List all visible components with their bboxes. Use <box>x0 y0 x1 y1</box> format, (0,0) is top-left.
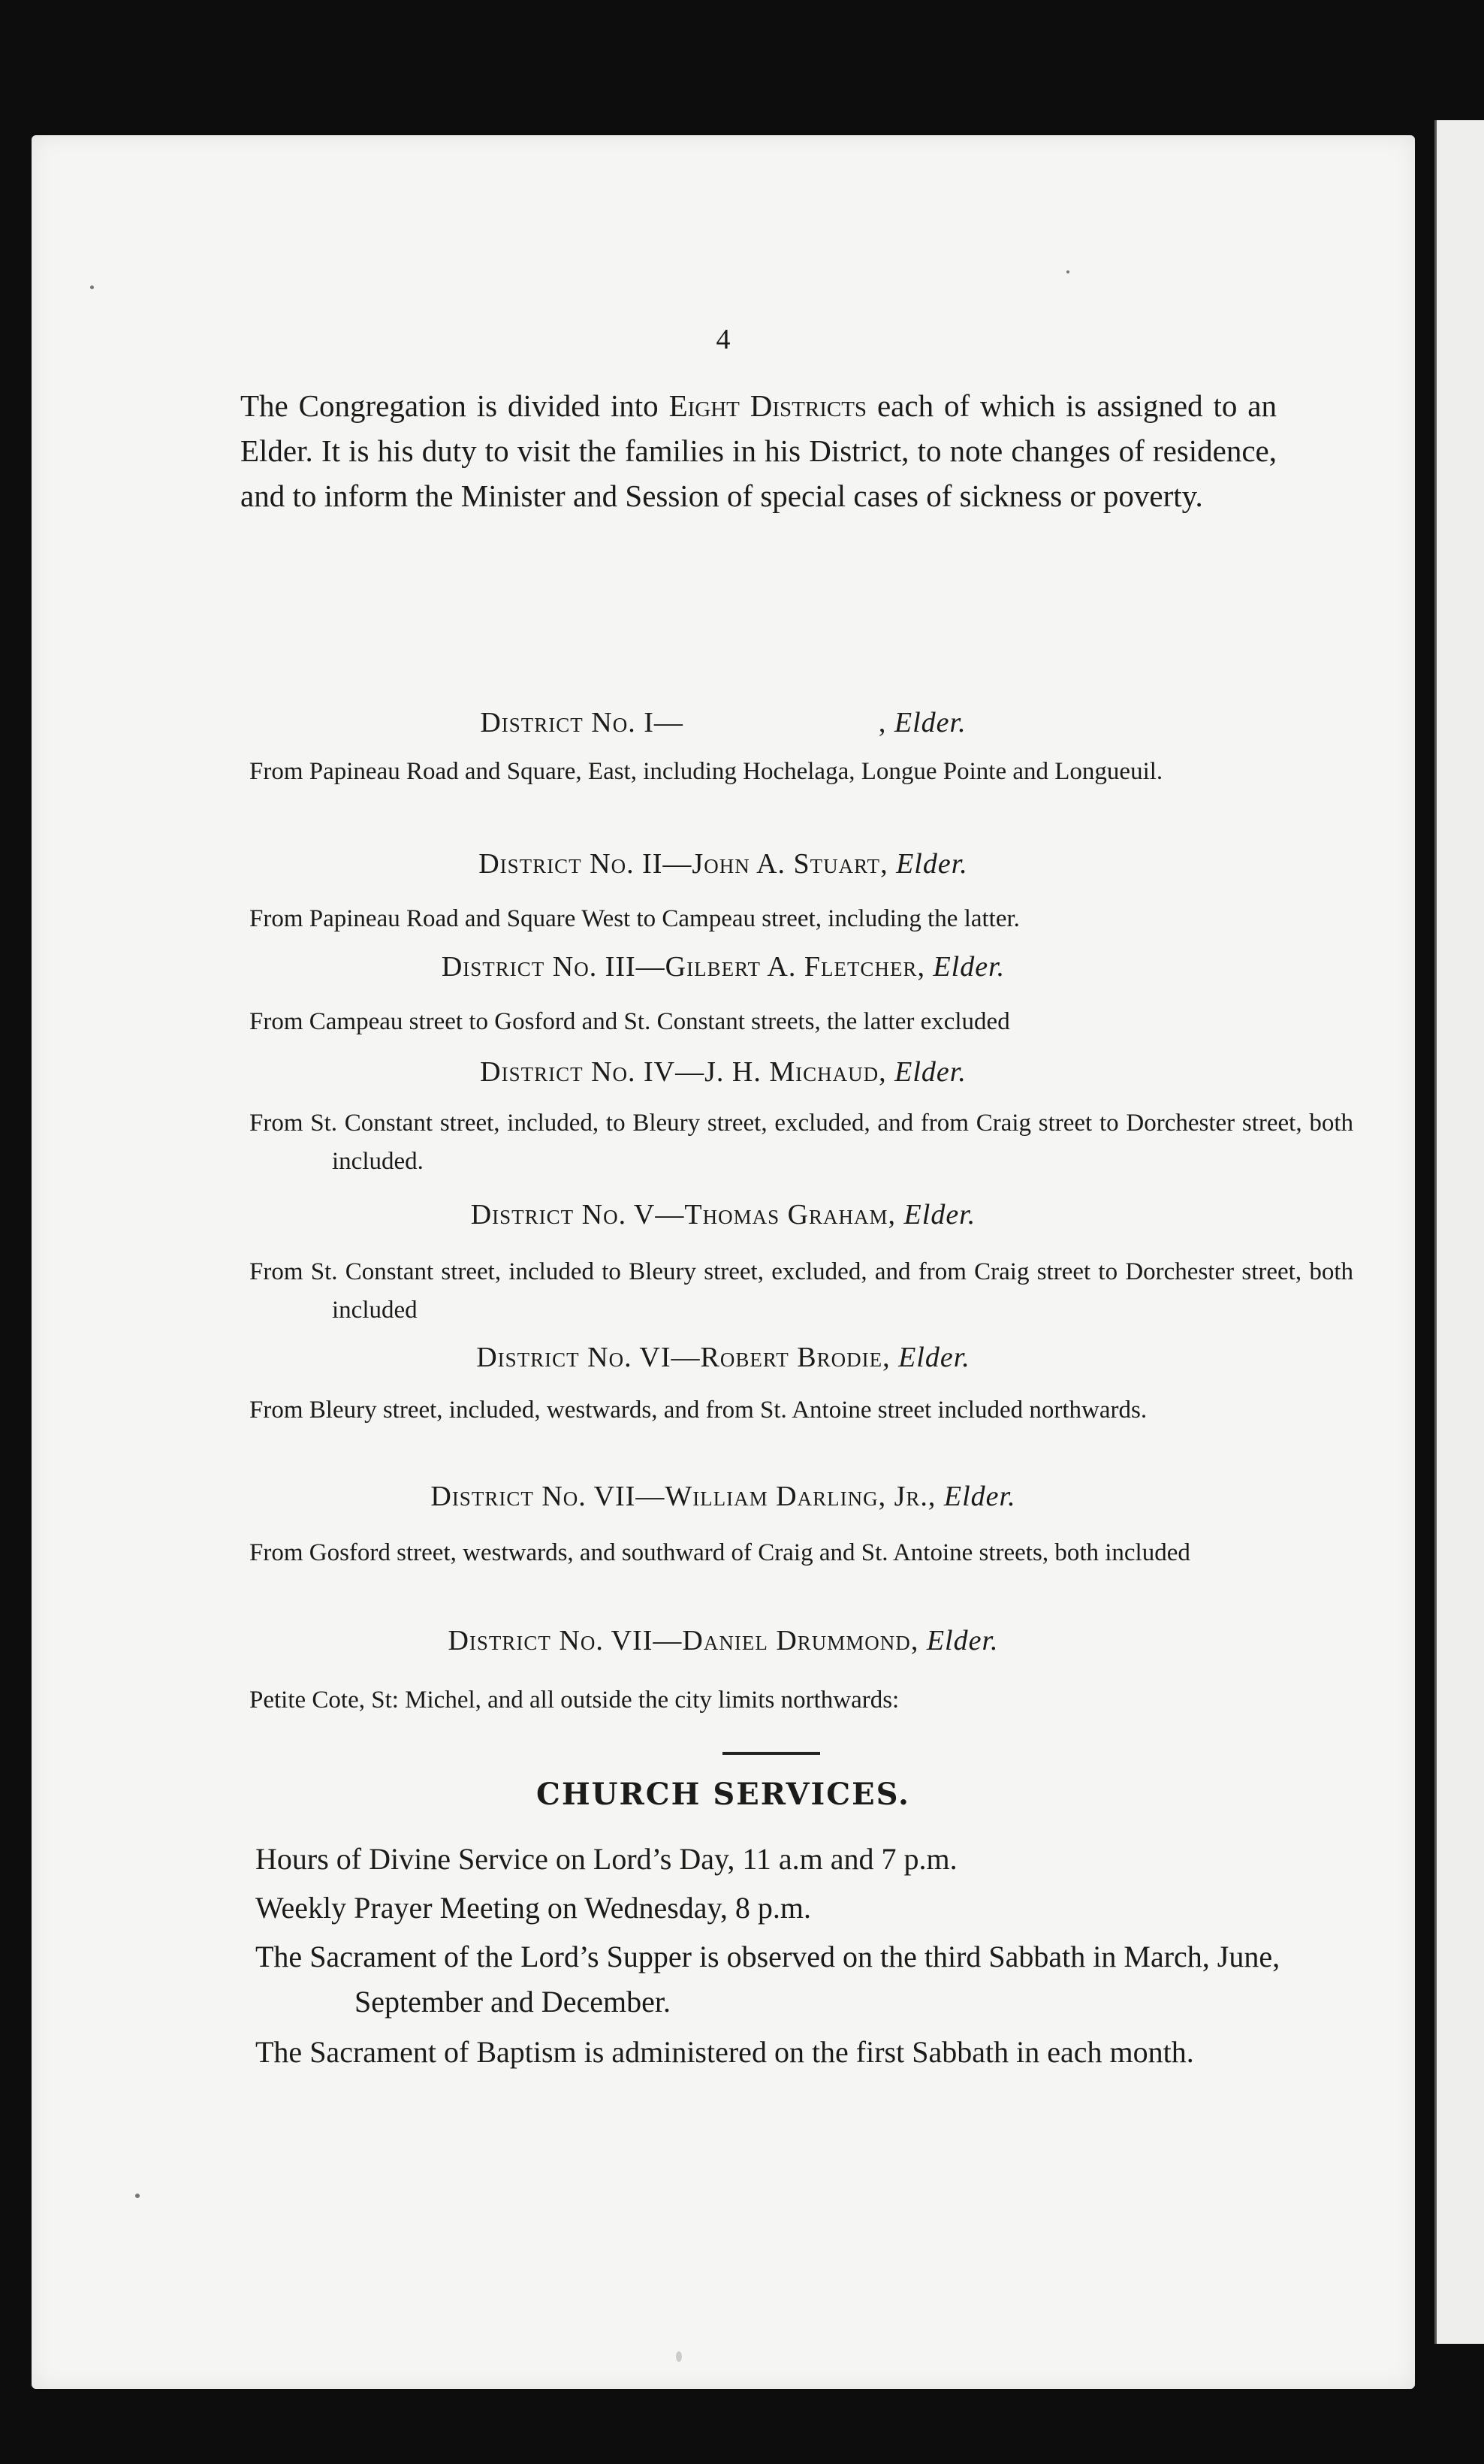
service-item: The Sacrament of Baptism is administered on the first Sabbath in each month. <box>255 2035 1194 2069</box>
district-elder: John A. Stuart <box>692 848 881 880</box>
district-description: From Papineau Road and Square West to Campeau street, including the latter. <box>249 905 1020 932</box>
district-elder: Gilbert A. Fletcher <box>665 951 918 983</box>
district-number: District No. V— <box>470 1199 685 1230</box>
district-heading: District No. VI—Robert Brodie, Elder. <box>476 1342 970 1373</box>
district-number: District No. VII— <box>448 1625 683 1656</box>
district-elder: Robert Brodie <box>700 1342 883 1373</box>
district-number: District No. VII— <box>430 1481 665 1512</box>
district-heading: District No. VII—Daniel Drummond, Elder. <box>448 1625 999 1656</box>
district-heading: District No. V—Thomas Graham, Elder. <box>470 1199 976 1230</box>
district-number: District No. IV— <box>480 1056 705 1088</box>
paper-speck <box>676 2351 682 2362</box>
district-elder-title: Elder. <box>933 951 1006 983</box>
paper-speck <box>135 2194 140 2198</box>
district-elder: Thomas Graham <box>684 1199 888 1230</box>
district-description: From Papineau Road and Square, East, including Hochelaga, Longue Pointe and Longueuil. <box>249 758 1163 785</box>
district-heading: District No. III—Gilbert A. Fletcher, Elder. <box>441 951 1006 983</box>
intro-paragraph <box>240 383 1277 518</box>
intro-text-before: The Congregation is divided into <box>240 388 669 423</box>
district-elder: Daniel Drummond <box>682 1625 911 1656</box>
adjacent-page-edge <box>1434 120 1484 2344</box>
district-number: District No. III— <box>441 951 665 983</box>
district-heading: District No. IV—J. H. Michaud, Elder. <box>480 1056 967 1088</box>
service-item: Weekly Prayer Meeting on Wednesday, 8 p.m. <box>255 1891 812 1925</box>
district-elder-title: Elder. <box>926 1625 999 1656</box>
paper-speck <box>90 285 94 289</box>
district-elder-title: Elder. <box>894 707 967 738</box>
intro-text-after: each of which is assigned to an Elder. It is his duty to visit the families in his District, to note changes of residence, and to inform the Minister and Session of special cases of sickness or poverty. <box>240 388 1277 513</box>
district-description: From Gosford street, westwards, and southward of Craig and St. Antoine streets, both included <box>249 1539 1190 1566</box>
paper-speck <box>1066 270 1069 273</box>
district-elder: J. H. Michaud <box>704 1056 879 1088</box>
document-page <box>32 135 1415 2389</box>
section-divider <box>722 1752 820 1755</box>
district-heading: District No. II—John A. Stuart, Elder. <box>478 848 968 880</box>
district-description: From Campeau street to Gosford and St. Constant streets, the latter excluded <box>249 1008 1010 1035</box>
district-elder-title: Elder. <box>903 1199 976 1230</box>
intro-emphasis: Eight Districts <box>668 388 867 423</box>
district-description: Petite Cote, St: Michel, and all outside the city limits northwards: <box>249 1686 900 1714</box>
district-heading: District No. VII—William Darling, Jr., Elder. <box>430 1481 1016 1512</box>
district-description: From St. Constant street, included, to Bleury street, excluded, and from Craig street to Dorchester street, both included. <box>249 1110 1353 1175</box>
district-elder-title: Elder. <box>898 1342 970 1373</box>
district-elder-title: Elder. <box>943 1481 1016 1512</box>
district-elder-title: Elder. <box>894 1056 967 1088</box>
service-item: Hours of Divine Service on Lord’s Day, 11 a.m and 7 p.m. <box>255 1842 958 1876</box>
page-number: 4 <box>716 324 731 355</box>
district-number: District No. II— <box>478 848 692 880</box>
page-content <box>32 135 1415 2389</box>
district-heading: District No. I— , Elder. <box>480 707 967 738</box>
district-description: From Bleury street, included, westwards, and from St. Antoine street included northwards. <box>249 1397 1148 1424</box>
church-services-heading: CHURCH SERVICES. <box>536 1777 910 1812</box>
district-description: From St. Constant street, included to Bleury street, excluded, and from Craig street to Dorchester street, both included <box>249 1258 1353 1324</box>
service-item: The Sacrament of the Lord’s Supper is observed on the third Sabbath in March, June, September and December. <box>255 1940 1280 2019</box>
district-elder-title: Elder. <box>896 848 968 880</box>
district-elder: William Darling, Jr. <box>665 1481 928 1512</box>
district-number: District No. VI— <box>476 1342 701 1373</box>
district-number: District No. I— <box>480 707 683 738</box>
